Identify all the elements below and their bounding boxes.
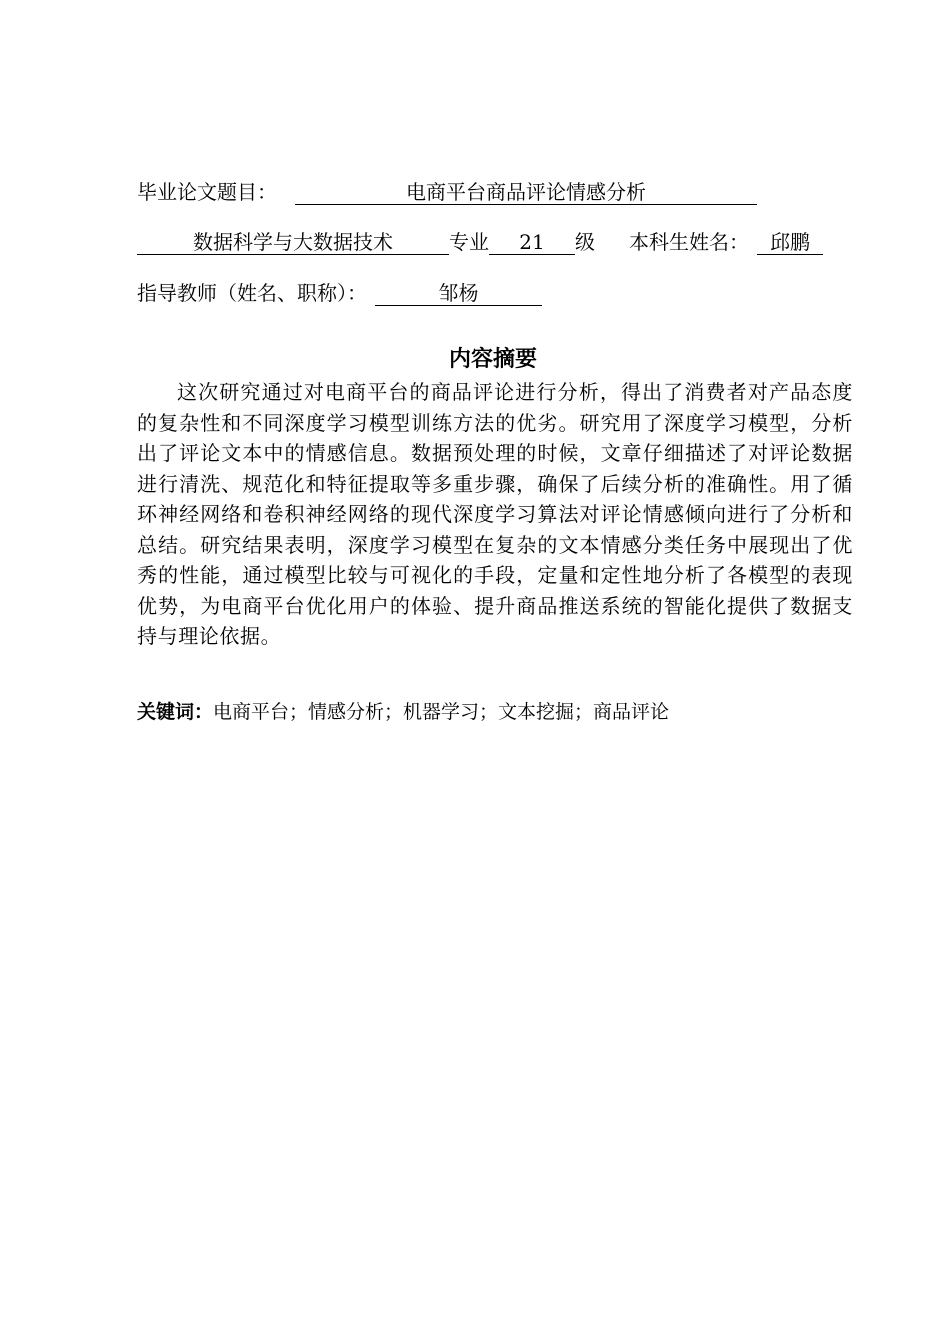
grade-label: 级 bbox=[575, 230, 595, 254]
grade-value: 21 bbox=[489, 230, 575, 255]
keywords-label: 关键词： bbox=[137, 701, 214, 723]
advisor-value: 邹杨 bbox=[375, 281, 542, 306]
student-name-label: 本科生姓名： bbox=[629, 230, 749, 254]
thesis-title-value: 电商平台商品评论情感分析 bbox=[295, 180, 757, 205]
keywords-line bbox=[137, 698, 669, 726]
keywords-text: 电商平台；情感分析；机器学习；文本挖掘；商品评论 bbox=[213, 701, 670, 723]
student-name-value: 邱鹏 bbox=[757, 230, 823, 255]
advisor-label: 指导教师（姓名、职称）： bbox=[137, 281, 367, 305]
student-info-line bbox=[137, 228, 823, 256]
major-label: 专业 bbox=[449, 230, 489, 254]
thesis-title-label: 毕业论文题目： bbox=[137, 180, 277, 204]
thesis-title-line bbox=[137, 178, 757, 206]
advisor-line bbox=[137, 279, 542, 307]
abstract-body: 这次研究通过对电商平台的商品评论进行分析，得出了消费者对产品态度的复杂性和不同深度学习模型训练方法的优劣。研究用了深度学习模型，分析出了评论文本中的情感信息。数据预处理的时候，文章仔细描述了对评论数据进行清洗、规范化和特征提取等多重步骤，确保了后续分析的准确性。用了循环神经网络和卷积神经网络的现代深度学习算法对评论情感倾向进行了分析和总结。研究结果表明，深度学习模型在复杂的文本情感分类任务中展现出了优秀的性能，通过模型比较与可视化的手段，定量和定性地分析了各模型的表现优势，为电商平台优化用户的体验、提升商品推送系统的智能化提供了数据支持与理论依据。 bbox=[137, 380, 853, 648]
major-value: 数据科学与大数据技术 bbox=[137, 230, 449, 255]
abstract-heading: 内容摘要 bbox=[448, 347, 537, 372]
